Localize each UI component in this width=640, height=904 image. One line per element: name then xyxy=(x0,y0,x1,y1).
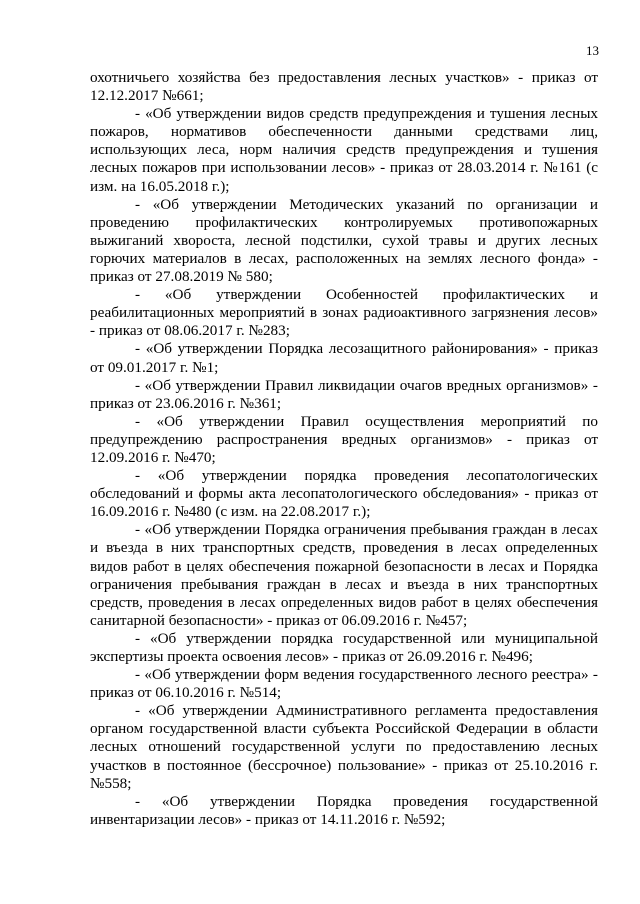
paragraph: - «Об утверждении Правил осуществления мероприятий по предупреждению распространения вредных организмов» - приказ от 12.09.2016 г. №470; xyxy=(90,412,598,466)
paragraph: - «Об утверждении Правил ликвидации очагов вредных организмов» - приказ от 23.06.2016 г. №361; xyxy=(90,376,598,412)
paragraph: - «Об утверждении порядка государственной или муниципальной экспертизы проекта освоения лесов» - приказ от 26.09.2016 г. №496; xyxy=(90,629,598,665)
paragraph: - «Об утверждении Методических указаний по организации и проведению профилактических контролируемых противопожарных выжиганий хвороста, лесной подстилки, сухой травы и других лесных горючих материалов в лесах, расположенных на землях лесного фонда» - приказ от 27.08.2019 № 580; xyxy=(90,195,598,286)
page-number: 13 xyxy=(586,43,599,58)
paragraph: - «Об утверждении видов средств предупреждения и тушения лесных пожаров, нормативов обеспеченности данными средствами лиц, использующих леса, норм наличия средств предупреждения и тушения лесных пожаров при использовании лесов» - приказ от 28.03.2014 г. №161 (с изм. на 16.05.2018 г.); xyxy=(90,105,598,195)
paragraph: - «Об утверждении Порядка проведения государственной инвентаризации лесов» - приказ от 14.11.2016 г. №592; xyxy=(90,792,598,828)
paragraph: - «Об утверждении Порядка ограничения пребывания граждан в лесах и въезда в них транспортных средств, проведения в лесах определенных видов работ в целях обеспечения пожарной безопасности в лесах и Порядка ограничения пребывания граждан в лесах и въезда в них транспортных средств, проведения в лесах определенных видов работ в целях обеспечения санитарной безопасности» - приказ от 06.09.2016 г. №457; xyxy=(90,521,598,629)
paragraph: - «Об утверждении Административного регламента предоставления органом государственной власти субъекта Российской Федерации в области лесных отношений государственной услуги по предоставлению лесных участков в постоянное (бессрочное) пользование» - приказ от 25.10.2016 г. №558; xyxy=(90,702,598,792)
paragraph: охотничьего хозяйства без предоставления лесных участков» - приказ от 12.12.2017 №661; xyxy=(90,69,598,105)
paragraph: - «Об утверждении форм ведения государственного лесного реестра» - приказ от 06.10.2016 г. №514; xyxy=(90,666,598,702)
paragraph: - «Об утверждении Особенностей профилактических и реабилитационных мероприятий в зонах радиоактивного загрязнения лесов» - приказ от 08.06.2017 г. №283; xyxy=(90,286,598,340)
paragraph: - «Об утверждении порядка проведения лесопатологических обследований и формы акта лесопатологического обследования» - приказ от 16.09.2016 г. №480 (с изм. на 22.08.2017 г.); xyxy=(90,467,598,521)
paragraph: - «Об утверждении Порядка лесозащитного районирования» - приказ от 09.01.2017 г. №1; xyxy=(90,340,598,376)
body-text xyxy=(90,69,598,829)
